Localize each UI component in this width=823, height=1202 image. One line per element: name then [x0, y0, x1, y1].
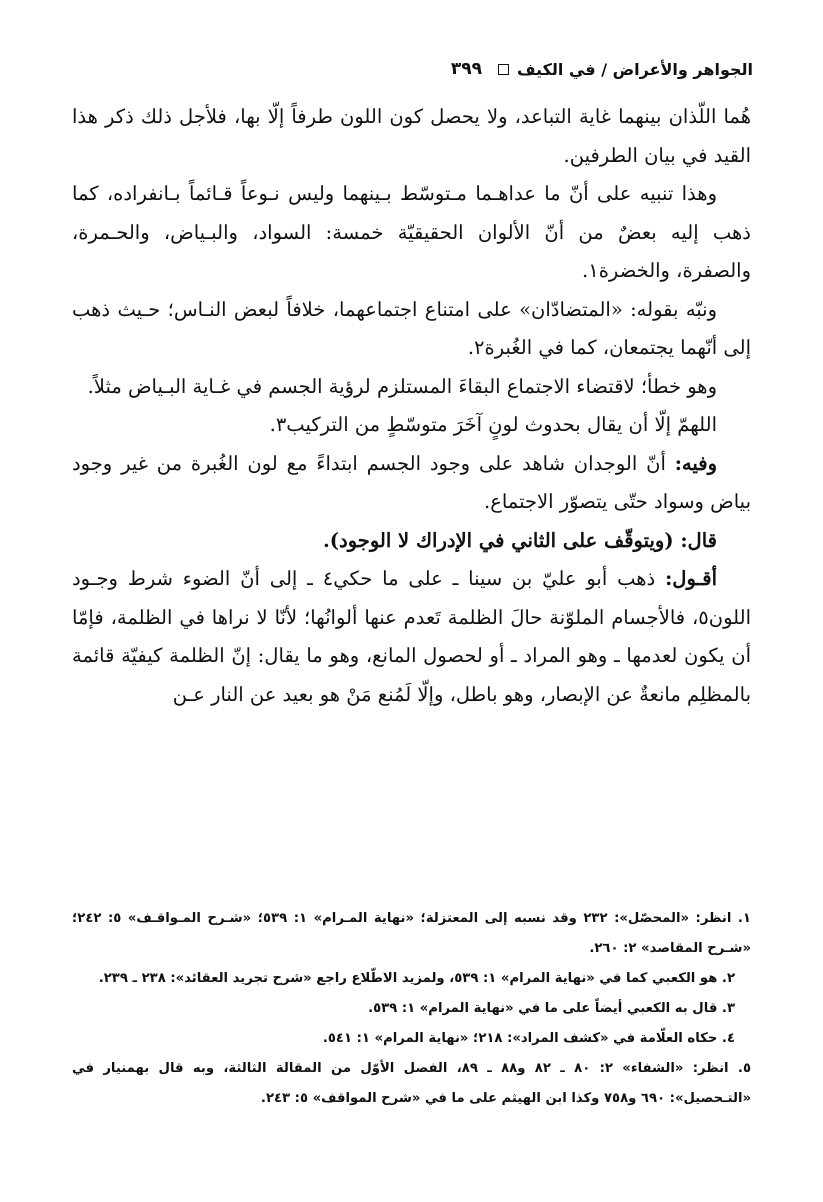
paragraph-6-text: أنّ الوجدان شاهد على وجود الجسم ابتداءً مع لون الغُبرة من غير وجود بياض وسواد حتّى يتصوّر الاجتماع.: [72, 451, 751, 513]
paragraph-7-label: قال:: [680, 528, 717, 552]
footnote-5: ٥. انظر: «الشفاء» ٢: ٨٠ ـ ٨٢ و٨٨ ـ ٨٩، الفصل الأوّل من المقالة الثالثة، وبه قال بهمنيار في «التـحصيل»: ٦٩٠ و٧٥٨ وكذا ابن الهيثم على ما في «شرح المواقف» ٥: ٢٤٣.: [72, 1061, 752, 1106]
paragraph-7-text: (ويتوقّف على الثاني في الإدراك لا الوجود).: [323, 528, 681, 552]
footnotes: [72, 904, 751, 1114]
paragraph-5: اللهمّ إلّا أن يقال بحدوث لونٍ آخَرَ متوسّطٍ من التركيب٣.: [269, 413, 717, 436]
footnote-1: ١. انظر: «المحصّل»: ٢٣٢ وقد نسبه إلى المعتزلة؛ «نهاية المـرام» ١: ٥٣٩؛ «شـرح المـواقـف» ٥: ٢٤٢؛ «شـرح المقاصد» ٢: ٢٦٠.: [72, 911, 751, 956]
paragraph-7: [72, 522, 751, 561]
paragraph-4: وهو خطأ؛ لاقتضاء الاجتماع البقاءَ المستلزم لرؤية الجسم في غـاية البـياض مثلاً.: [87, 374, 717, 398]
separator-box-icon: [498, 64, 509, 75]
running-title: الجواهر والأعراض / في الكيف: [517, 59, 753, 79]
footnote-3: ٣. قال به الكعبي أيضاً على ما في «نهاية المرام» ١: ٥٣٩.: [368, 1001, 735, 1016]
paragraph-8-text: ذهب أبو عليّ بن سينا ـ على ما حكي٤ ـ إلى أنّ الضوء شرط وجـود اللون٥، فالأجسام الملوّنة حالَ الظلمة تَعدم عنها ألوانُها؛ لأنّا لا نراها في الظلمة، فإمّا أن يكون لعدمها ـ وهو المراد ـ أو لحصول المانع، وهو ما يقال: إنّ الظلمة كيفيّة قائمة بالمظلِم مانعةٌ عن الإبصار، وهو باطل، وإلّا لَمُنع مَنْ هو بعيد عن النار عـن: [72, 567, 751, 706]
page-number: ٣٩٩: [450, 59, 482, 79]
paragraph-3: ونبّه بقوله: «المتضادّان» على امتناع اجتماعهما، خلافاً لبعض النـاس؛ حـيث ذهب إلى أنّهما يجتمعان، كما في الغُبرة٢.: [72, 297, 751, 359]
main-text: [72, 98, 751, 714]
footnote-4: ٤. حكاه العلّامة في «كشف المراد»: ٢١٨؛ «نهاية المرام» ١: ٥٤١.: [322, 1031, 735, 1046]
paragraph-1: هُما اللّذان بينهما غاية التباعد، ولا يحصل كون اللون طرفاً إلّا بها، فلأجل ذلك ذكر هذا القيد في بيان الطرفين.: [72, 105, 751, 167]
footnote-2: ٢. هو الكعبي كما في «نهاية المرام» ١: ٥٣٩، ولمزيد الاطّلاع راجع «شرح تجريد العقائد»: ٢٣٨ ـ ٢٣٩.: [98, 971, 735, 986]
paragraph-8-label: أقـول:: [665, 567, 717, 590]
paragraph-6-label: وفيه:: [674, 451, 717, 475]
paragraph-8: [72, 560, 751, 714]
paragraph-6: [72, 445, 751, 522]
running-header: [70, 54, 753, 84]
paragraph-2: وهذا تنبيه على أنّ ما عداهـما مـتوسّط بـينهما وليس نـوعاً قـائماً بـانفراده، كما ذهب إليه بعضٌ من أنّ الألوان الحقيقيّة خمسة: السواد، والبـياض، والحـمرة، والصفرة، والخضرة١.: [72, 182, 751, 282]
